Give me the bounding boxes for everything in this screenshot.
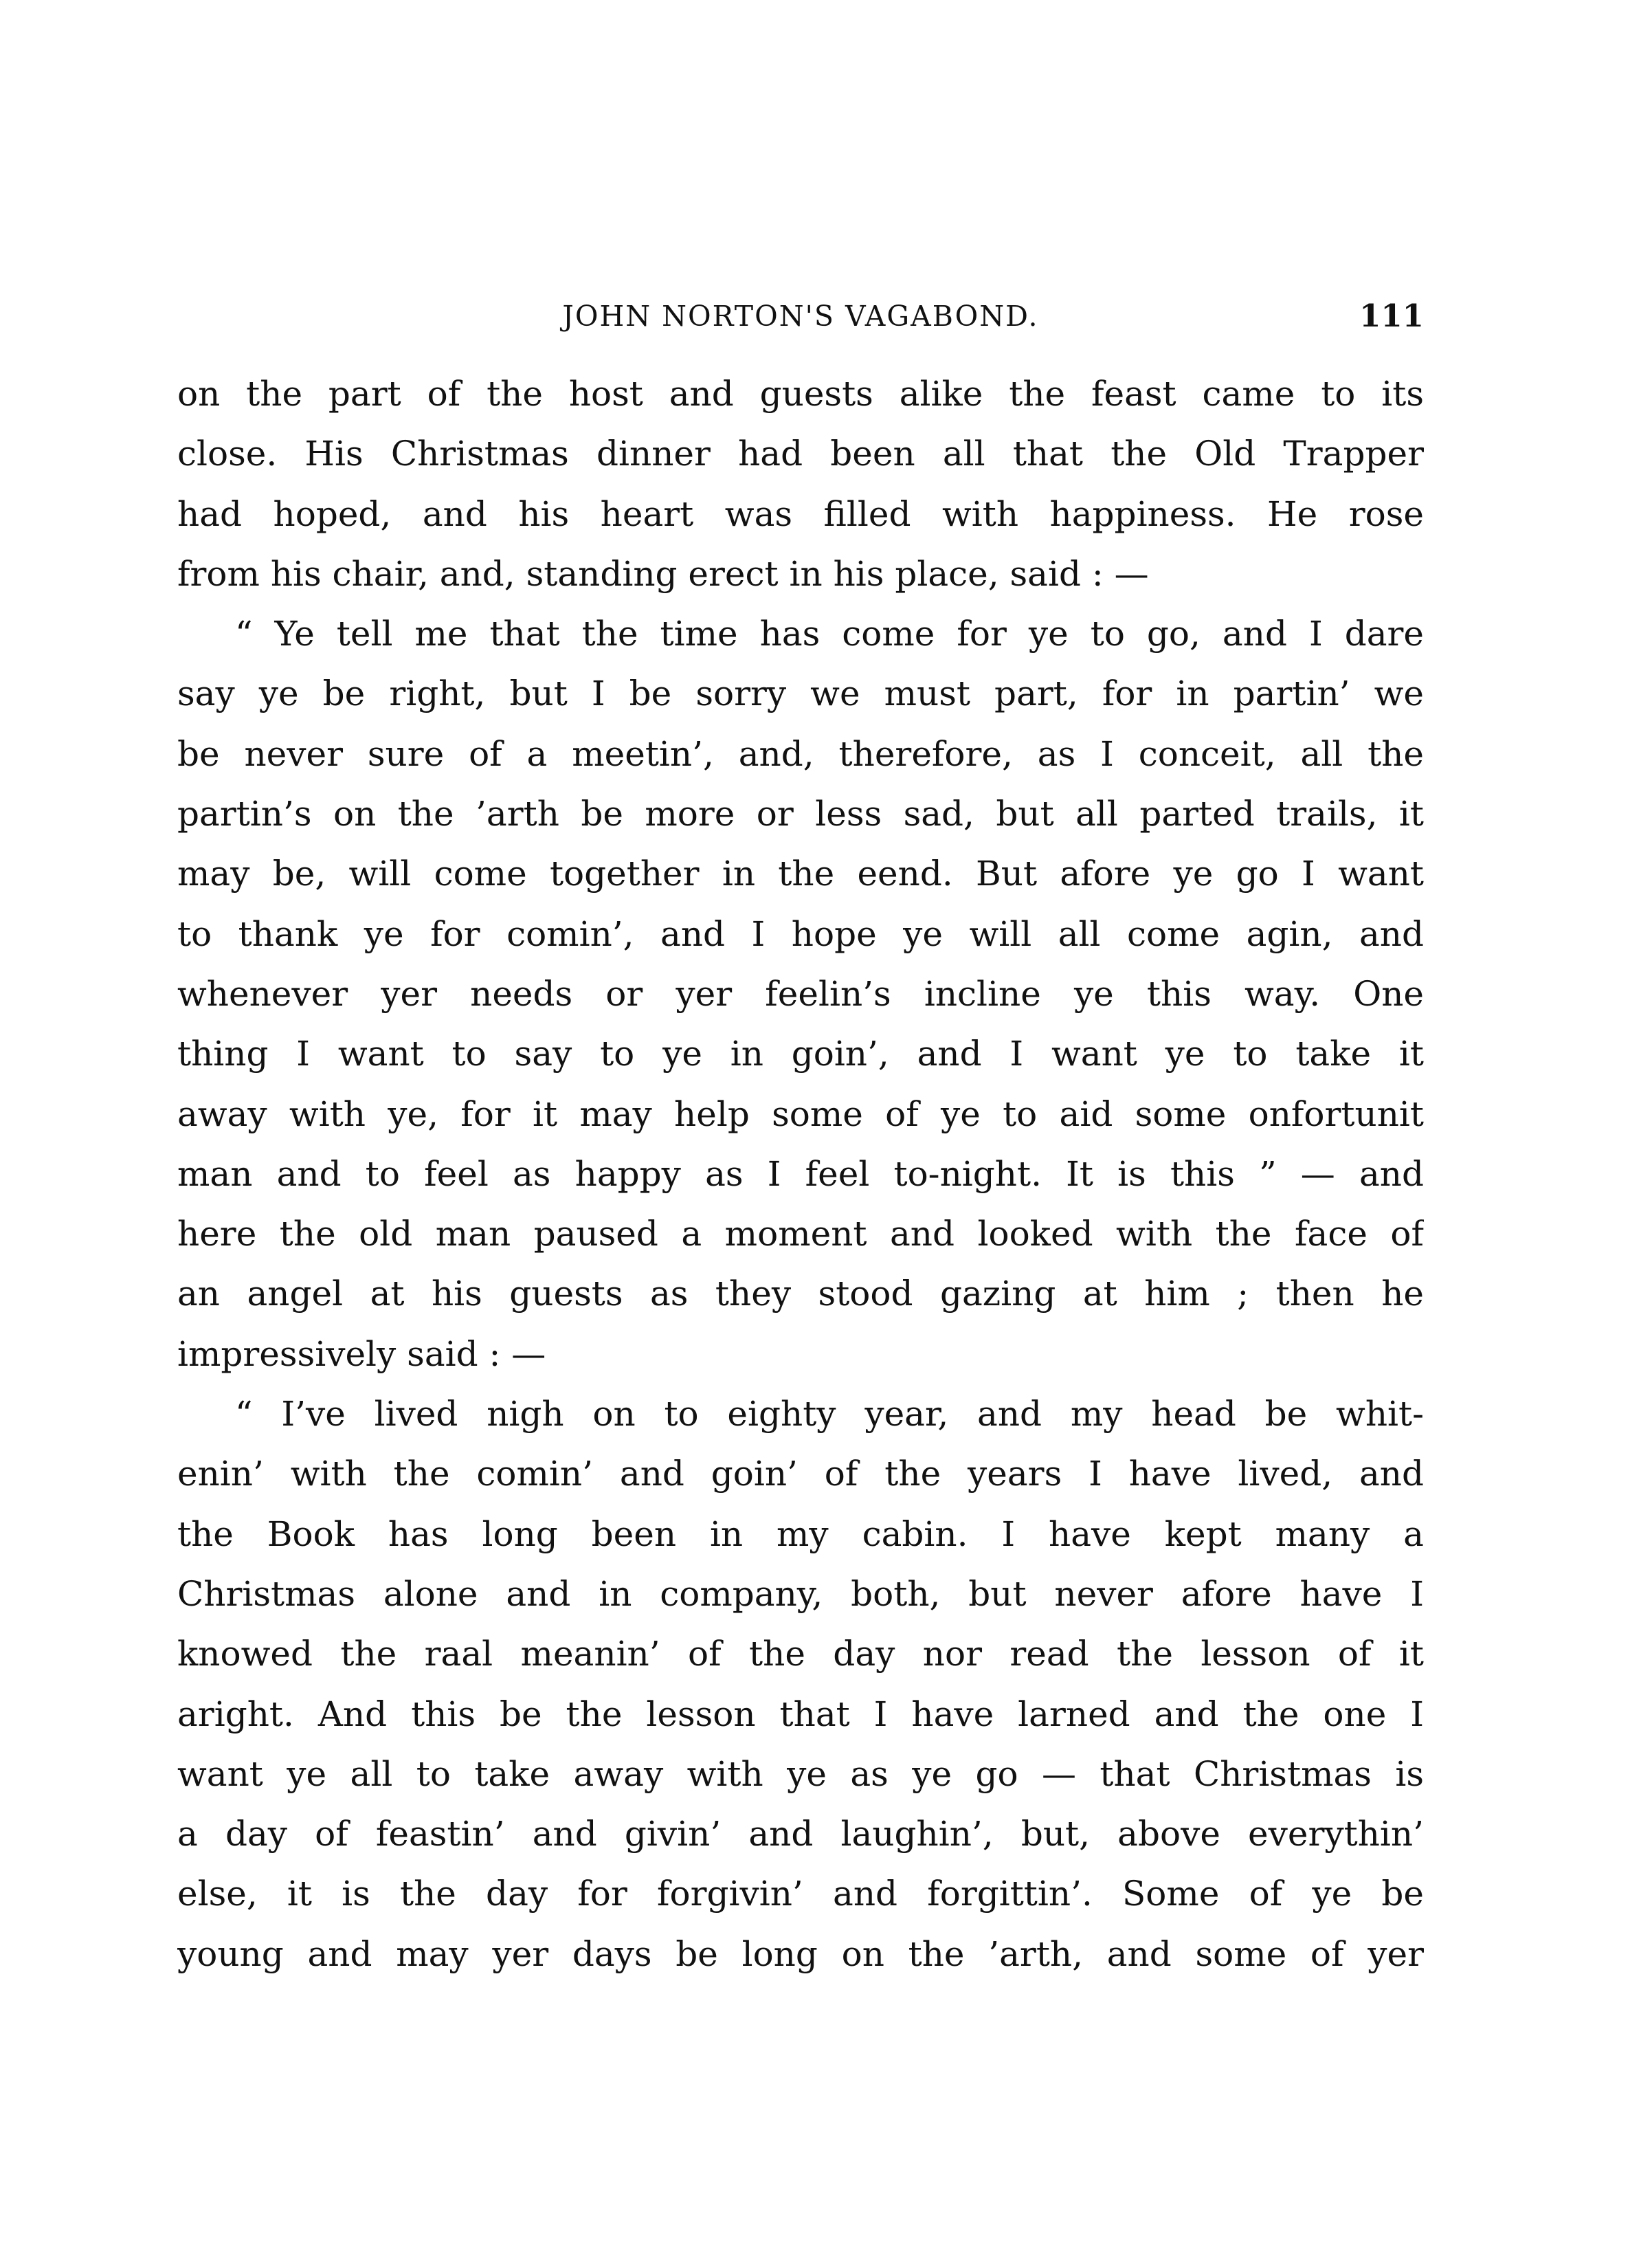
text-line: had hoped, and his heart was filled with happiness. He rose (177, 494, 1424, 534)
text-line: young and may yer days be long on the ’arth, and some of yer (177, 1934, 1424, 1974)
text-line: want ye all to take away with ye as ye go — that Christmas is (177, 1753, 1424, 1794)
text-line: else, it is the day for forgivin’ and forgittin’. Some of ye be (177, 1874, 1424, 1914)
text-line: from his chair, and, standing erect in his place, said : — (177, 553, 1149, 594)
text-line: knowed the raal meanin’ of the day nor read the lesson of it (177, 1634, 1424, 1674)
text-line: to thank ye for comin’, and I hope ye will all come agin, and (177, 913, 1424, 954)
text-line: thing I want to say to ye in goin’, and I want ye to take it (177, 1034, 1424, 1074)
page-number: 111 (1359, 298, 1424, 334)
running-title: JOHN NORTON'S VAGABOND. (562, 300, 1039, 333)
text-line: may be, will come together in the eend. But afore ye go I want (177, 854, 1424, 894)
text-line: “ Ye tell me that the time has come for ye to go, and I dare (235, 614, 1424, 654)
text-line: on the part of the host and guests alike the feast came to its (177, 374, 1424, 414)
text-line: a day of feastin’ and givin’ and laughin’, but, above everythin’ (177, 1814, 1424, 1854)
text-line: an angel at his guests as they stood gazing at him ; then he (177, 1274, 1424, 1314)
text-line: here the old man paused a moment and looked with the face of (177, 1214, 1424, 1254)
text-line: enin’ with the comin’ and goin’ of the years I have lived, and (177, 1454, 1424, 1494)
text-line: impressively said : — (177, 1333, 546, 1374)
running-head (177, 289, 1424, 344)
text-line: man and to feel as happy as I feel to-night. It is this ” — and (177, 1153, 1424, 1194)
text-line: partin’s on the ’arth be more or less sad, but all parted trails, it (177, 794, 1424, 834)
text-line: “ I’ve lived nigh on to eighty year, and my head be whit- (235, 1394, 1424, 1434)
text-line: Christmas alone and in company, both, but never afore have I (177, 1573, 1424, 1614)
text-line: away with ye, for it may help some of ye to aid some onfortunit (177, 1094, 1424, 1134)
text-line: close. His Christmas dinner had been all that the Old Trapper (177, 434, 1424, 474)
body-text (177, 364, 1424, 1984)
text-line: be never sure of a meetin’, and, therefore, as I conceit, all the (177, 733, 1424, 774)
text-line: say ye be right, but I be sorry we must part, for in partin’ we (177, 674, 1424, 714)
text-line: whenever yer needs or yer feelin’s incline ye this way. One (177, 973, 1424, 1014)
text-line: aright. And this be the lesson that I have larned and the one I (177, 1694, 1424, 1734)
text-line: the Book has long been in my cabin. I have kept many a (177, 1514, 1424, 1554)
